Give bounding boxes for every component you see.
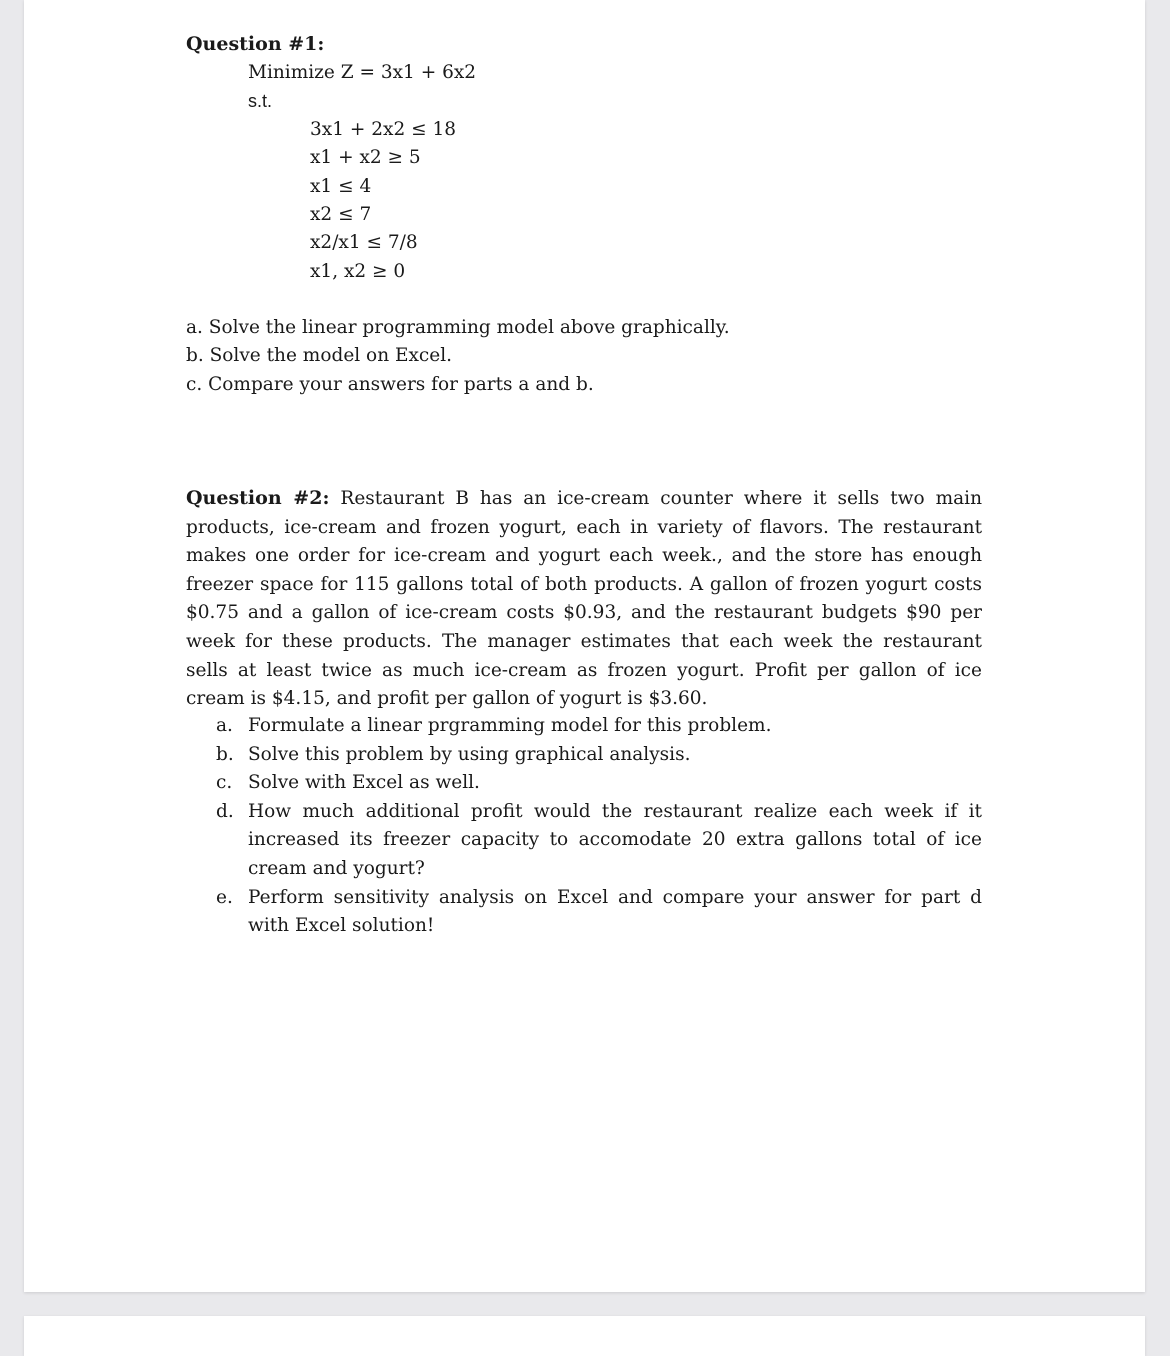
q2-part-letter: d. xyxy=(216,800,234,822)
q2-part-letter: c. xyxy=(216,772,233,794)
document-page xyxy=(24,0,1145,1292)
q2-part-text: Solve with Excel as well. xyxy=(248,772,480,794)
q1-constraint: 3x1 + 2x2 ≤ 18 xyxy=(310,119,457,140)
q1-part-a: a. Solve the linear programming model above graphically. xyxy=(186,317,730,338)
q2-part xyxy=(216,712,982,741)
q2-part-letter: b. xyxy=(216,743,234,765)
q2-part-text: Formulate a linear prgramming model for this problem. xyxy=(248,715,772,736)
q2-part xyxy=(216,741,982,770)
q2-part xyxy=(216,884,982,941)
question-2-title: Question #2: xyxy=(186,487,330,509)
q1-constraint: x1, x2 ≥ 0 xyxy=(310,261,406,282)
q2-part-text: Solve this problem by using graphical analysis. xyxy=(248,743,691,765)
q1-constraint: x2/x1 ≤ 7/8 xyxy=(310,232,418,253)
next-page xyxy=(24,1316,1145,1356)
q1-constraint: x1 + x2 ≥ 5 xyxy=(310,147,421,168)
q2-part xyxy=(216,769,982,798)
q1-constraint: x1 ≤ 4 xyxy=(310,176,372,197)
q2-part xyxy=(216,798,982,884)
q2-part-letter: e. xyxy=(216,886,233,908)
q1-constraint: x2 ≤ 7 xyxy=(310,204,372,225)
question-1-title: Question #1: xyxy=(186,33,325,55)
q2-part-letter: a. xyxy=(216,715,233,736)
q1-part-b: b. Solve the model on Excel. xyxy=(186,345,453,366)
question-2-body: Restaurant B has an ice-cream counter where it sells two main products, ice-cream and frozen yogurt, each in variety of flavors. The restaurant makes one order for ice-cream and yogurt each week., and the store has enough freezer space for 115 gallons total of both products. A gallon of frozen yogurt costs $0.75 and a gallon of ice-cream costs $0.93, and the restaurant budgets $90 per week for these products. The manager estimates that each week the restaurant sells at least twice as much ice-cream as frozen yogurt. Profit per gallon of ice cream is $4.15, and profit per gallon of yogurt is $3.60. xyxy=(186,488,982,710)
question-2-paragraph xyxy=(186,484,982,714)
q2-part-text: Perform sensitivity analysis on Excel and compare your answer for part d with Excel solution! xyxy=(248,886,982,937)
q1-part-c: c. Compare your answers for parts a and b. xyxy=(186,374,594,395)
q1-subject-to: s.t. xyxy=(248,91,273,111)
q2-part-text: How much additional profit would the restaurant realize each week if it increased its freezer capacity to accomodate 20 extra gallons total of ice cream and yogurt? xyxy=(248,800,982,879)
q1-objective: Minimize Z = 3x1 + 6x2 xyxy=(248,62,477,83)
question-2-parts xyxy=(216,712,982,941)
